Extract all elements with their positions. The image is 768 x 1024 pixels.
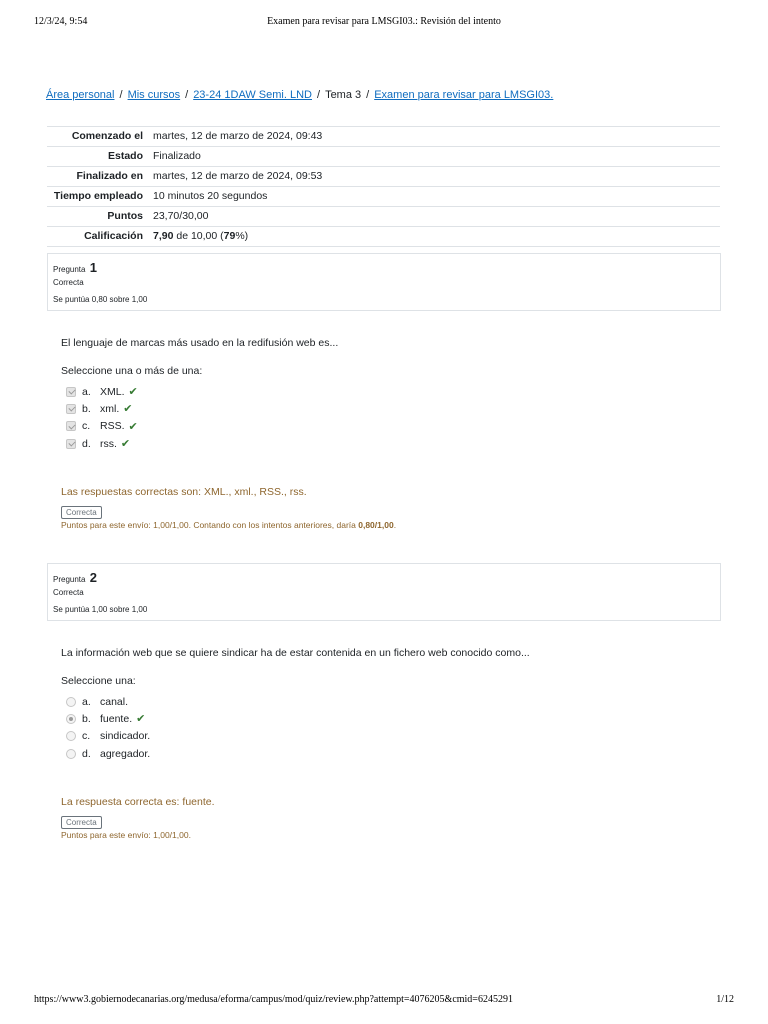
answer-letter: c. [82, 730, 91, 743]
summary-label: Tiempo empleado [53, 190, 143, 202]
answer-radio[interactable] [66, 731, 76, 741]
answer-radio[interactable] [66, 749, 76, 759]
right-answer-2: La respuesta correcta es: fuente. [61, 796, 215, 808]
breadcrumb-separator: / [185, 89, 189, 101]
points-main: Puntos para este envío: 1,00/1,00. [61, 830, 191, 840]
answer-option[interactable] [66, 418, 138, 435]
print-header [34, 16, 734, 30]
summary-label: Comenzado el [71, 130, 143, 142]
right-answer-1: Las respuestas correctas son: XML., xml., RSS., rss. [61, 486, 307, 498]
summary-row-state [47, 147, 720, 167]
points-text-1 [61, 520, 396, 530]
check-icon: ✔ [128, 386, 138, 399]
breadcrumb-separator: / [317, 89, 321, 101]
check-icon: ✔ [120, 438, 131, 451]
answer-radio[interactable] [66, 697, 76, 707]
summary-grade-value [153, 227, 720, 247]
print-title: Examen para revisar para LMSGI03.: Revisión del intento [267, 16, 501, 27]
answer-option[interactable] [66, 693, 150, 710]
answer-option[interactable] [66, 435, 138, 452]
answer-option[interactable] [66, 728, 150, 745]
grade-suffix: %) [235, 230, 249, 242]
summary-label: Finalizado en [76, 170, 143, 182]
summary-row-finished [47, 167, 720, 187]
answer-label: sindicador. [100, 730, 151, 743]
answer-prompt-1: Seleccione una o más de una: [61, 365, 203, 377]
print-footer [34, 994, 734, 1008]
answer-checkbox[interactable] [66, 439, 76, 449]
question-number-value: 1 [89, 260, 97, 275]
breadcrumb-quiz[interactable]: Examen para revisar para LMSGI03. [374, 89, 554, 101]
question-text-2: La información web que se quiere sindicar ha de estar contenida en un fichero web conocido como... [61, 647, 530, 659]
summary-value: Finalizado [153, 150, 201, 162]
question-grade: Se puntúa 0,80 sobre 1,00 [53, 295, 148, 304]
grade-percent: 79 [223, 230, 236, 242]
points-end: . [393, 520, 397, 530]
question-label: Pregunta [53, 575, 86, 584]
points-main: Puntos para este envío: 1,00/1,00. Contando con los intentos anteriores, daría [61, 520, 359, 530]
answer-letter: b. [82, 402, 91, 415]
points-bold: 0,80/1,00 [358, 520, 394, 530]
points-text-2 [61, 830, 191, 840]
check-icon: ✔ [128, 420, 138, 433]
answer-letter: d. [82, 437, 91, 450]
answer-option[interactable] [66, 383, 138, 400]
answer-label: XML. [100, 385, 125, 398]
breadcrumb-mis-cursos[interactable]: Mis cursos [127, 89, 181, 101]
breadcrumb-course[interactable]: 23-24 1DAW Semi. LND [193, 89, 312, 101]
summary-value: 23,70/30,00 [153, 210, 209, 222]
print-datetime: 12/3/24, 9:54 [34, 16, 88, 27]
summary-row-points [47, 207, 720, 227]
summary-label: Puntos [107, 210, 143, 222]
answer-list-1 [66, 383, 138, 452]
grade-of: de 10,00 ( [173, 230, 224, 242]
answer-checkbox[interactable] [66, 421, 76, 431]
question-number-value: 2 [89, 570, 97, 585]
answer-label: RSS. [100, 420, 125, 433]
answer-list-2 [66, 693, 150, 762]
breadcrumb [46, 89, 553, 101]
status-badge-2: Correcta [61, 816, 102, 829]
answer-letter: b. [82, 712, 91, 725]
answer-letter: a. [82, 385, 91, 398]
question-state: Correcta [53, 588, 84, 597]
answer-label: canal. [100, 695, 129, 708]
answer-label: fuente. [100, 712, 133, 725]
print-url: https://www3.gobiernodecanarias.org/medusa/eforma/campus/mod/quiz/review.php?attempt=4076205&cmid=6245291 [34, 994, 513, 1005]
summary-row-time [47, 187, 720, 207]
question-grade: Se puntúa 1,00 sobre 1,00 [53, 605, 148, 614]
summary-row-grade [47, 227, 720, 247]
check-icon: ✔ [123, 403, 133, 416]
answer-letter: d. [82, 747, 91, 760]
answer-checkbox[interactable] [66, 387, 76, 397]
answer-label: rss. [100, 437, 117, 450]
summary-row-started [47, 127, 720, 147]
breadcrumb-tema: Tema 3 [325, 89, 362, 101]
answer-label: xml. [100, 402, 120, 415]
question-text-1: El lenguaje de marcas más usado en la redifusión web es... [61, 337, 339, 349]
attempt-summary-table [47, 126, 720, 247]
answer-checkbox[interactable] [66, 404, 76, 414]
print-page-number: 1/12 [716, 994, 734, 1005]
question-label: Pregunta [53, 265, 86, 274]
question-info-2 [47, 563, 721, 621]
answer-label: agregador. [100, 747, 151, 760]
status-badge-1: Correcta [61, 506, 102, 519]
answer-radio[interactable] [66, 714, 76, 724]
summary-label: Calificación [84, 230, 143, 242]
answer-letter: c. [82, 420, 91, 433]
answer-option[interactable] [66, 710, 150, 727]
question-number [53, 260, 97, 275]
grade-score: 7,90 [153, 230, 174, 242]
answer-prompt-2: Seleccione una: [61, 675, 136, 687]
answer-option[interactable] [66, 745, 150, 762]
summary-label: Estado [107, 150, 143, 162]
summary-value: 10 minutos 20 segundos [153, 190, 268, 202]
answer-option[interactable] [66, 400, 138, 417]
check-icon: ✔ [136, 713, 146, 726]
question-state: Correcta [53, 278, 84, 287]
breadcrumb-area-personal[interactable]: Área personal [46, 89, 115, 101]
breadcrumb-separator: / [119, 89, 123, 101]
answer-letter: a. [82, 695, 91, 708]
breadcrumb-separator: / [366, 89, 370, 101]
question-number [53, 570, 97, 585]
summary-value: martes, 12 de marzo de 2024, 09:53 [153, 170, 323, 182]
summary-value: martes, 12 de marzo de 2024, 09:43 [153, 130, 323, 142]
question-info-1 [47, 253, 721, 311]
